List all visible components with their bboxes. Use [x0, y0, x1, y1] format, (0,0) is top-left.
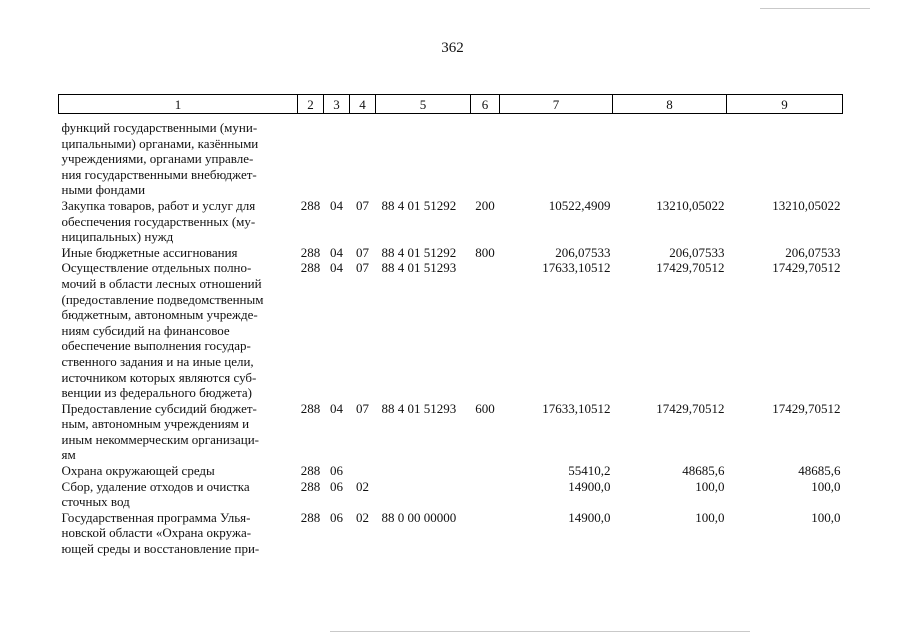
cell-ministry: 288 — [300, 478, 321, 494]
column-header-5: 5 — [376, 95, 471, 114]
cell-item-name — [59, 120, 298, 198]
cell-amount-col7: 10522,4909 — [548, 197, 611, 213]
cell-amount-col7: 14900,0 — [568, 509, 611, 525]
cell-item-name — [59, 510, 298, 557]
cell-amount-col8: 100,0 — [695, 478, 725, 494]
item-name-line: ния государственными внебюджет- — [61, 166, 257, 182]
cell-amount-col9 — [727, 120, 843, 198]
page-number: 362 — [441, 40, 464, 56]
column-header-3: 3 — [324, 95, 350, 114]
item-name-line: Предоставление субсидий бюджет- — [61, 400, 257, 416]
cell-item-name — [59, 479, 298, 510]
item-name-line: функций государственными (муни- — [61, 120, 258, 135]
column-header-2: 2 — [298, 95, 324, 114]
item-name-line: ципальными) органами, казёнными — [61, 135, 259, 151]
cell-amount-col9: 17429,70512 — [772, 260, 841, 276]
cell-expense-type — [471, 260, 500, 400]
cell-amount-col9: 100,0 — [811, 478, 841, 494]
item-name-line: источником которых являются суб- — [61, 369, 257, 385]
table-row — [59, 401, 843, 463]
item-name-line: новской области «Охрана окружа- — [61, 525, 252, 541]
column-header-8: 8 — [613, 95, 727, 114]
cell-item-name — [59, 245, 298, 261]
table-row — [59, 510, 843, 557]
item-name-line: ям — [61, 447, 76, 463]
cell-amount-col9: 48685,6 — [798, 463, 841, 479]
cell-ministry — [298, 120, 324, 198]
cell-amount-col8: 17429,70512 — [656, 260, 725, 276]
cell-expense-type — [471, 463, 500, 479]
item-name-line: ственного задания и на иные цели, — [61, 353, 254, 369]
cell-subsection: 02 — [356, 509, 369, 525]
cell-target-article — [376, 120, 471, 198]
cell-subsection — [350, 463, 376, 479]
item-name-line: ющей среды и восстановление при- — [61, 541, 260, 557]
item-name-line: мочий в области лесных отношений — [61, 275, 262, 291]
item-name-line: венции из федерального бюджета) — [61, 385, 252, 401]
cell-amount-col7: 55410,2 — [568, 463, 611, 479]
item-name-line: Сбор, удаление отходов и очистка — [61, 478, 250, 494]
cell-section: 04 — [330, 260, 343, 276]
item-name-line: обеспечение выполнения государ- — [61, 338, 251, 354]
cell-section: 04 — [330, 400, 343, 416]
cell-expense-type — [471, 479, 500, 510]
table-row — [59, 260, 843, 400]
item-name-line: учреждениями, органами управле- — [61, 151, 254, 167]
table-body — [59, 114, 843, 557]
column-header-6: 6 — [471, 95, 500, 114]
cell-section — [324, 120, 350, 198]
cell-amount-col8: 206,07533 — [669, 244, 725, 260]
column-header-1: 1 — [59, 95, 298, 114]
item-name-line: Охрана окружающей среды — [61, 463, 215, 479]
cell-amount-col9: 100,0 — [811, 509, 841, 525]
column-header-7: 7 — [500, 95, 613, 114]
cell-ministry: 288 — [300, 244, 321, 260]
table-row — [59, 245, 843, 261]
cell-amount-col7: 17633,10512 — [542, 260, 611, 276]
cell-target-article — [376, 479, 471, 510]
cell-amount-col8: 100,0 — [695, 509, 725, 525]
cell-amount-col7: 14900,0 — [568, 478, 611, 494]
cell-section: 06 — [330, 463, 343, 479]
item-name-line: Осуществление отдельных полно- — [61, 260, 252, 276]
item-name-line: сточных вод — [61, 494, 130, 510]
cell-expense-type: 600 — [475, 400, 495, 416]
cell-expense-type: 800 — [475, 244, 495, 260]
cell-item-name — [59, 463, 298, 479]
cell-subsection — [350, 120, 376, 198]
cell-item-name — [59, 198, 298, 245]
cell-amount-col7: 17633,10512 — [542, 400, 611, 416]
cell-target-article: 88 4 01 51293 — [381, 260, 457, 276]
cell-amount-col9: 17429,70512 — [772, 400, 841, 416]
cell-amount-col9: 206,07533 — [785, 244, 841, 260]
cell-amount-col7 — [500, 120, 613, 198]
cell-amount-col8: 17429,70512 — [656, 400, 725, 416]
table-row — [59, 479, 843, 510]
cell-amount-col8: 13210,05022 — [656, 197, 725, 213]
cell-ministry: 288 — [300, 463, 321, 479]
table-row — [59, 120, 843, 198]
cell-subsection: 07 — [356, 197, 369, 213]
item-name-line: Закупка товаров, работ и услуг для — [61, 197, 256, 213]
table-header — [59, 95, 843, 114]
column-header-4: 4 — [350, 95, 376, 114]
cell-section: 06 — [330, 509, 343, 525]
budget-table — [58, 94, 843, 557]
cell-subsection: 07 — [356, 400, 369, 416]
cell-target-article: 88 4 01 51292 — [381, 244, 457, 260]
item-name-line: ными фондами — [61, 182, 146, 198]
cell-ministry: 288 — [300, 197, 321, 213]
item-name-line: ниципальных) нужд — [61, 229, 174, 245]
cell-item-name — [59, 260, 298, 400]
cell-target-article — [376, 463, 471, 479]
cell-section: 06 — [330, 478, 343, 494]
cell-expense-type: 200 — [475, 197, 495, 213]
item-name-line: (предоставление подведомственным — [61, 291, 264, 307]
cell-target-article: 88 4 01 51293 — [381, 400, 457, 416]
cell-expense-type — [471, 120, 500, 198]
cell-target-article: 88 0 00 00000 — [381, 509, 457, 525]
cell-item-name — [59, 401, 298, 463]
scan-artifact — [330, 631, 750, 632]
cell-section: 04 — [330, 197, 343, 213]
cell-amount-col7: 206,07533 — [555, 244, 611, 260]
cell-subsection: 07 — [356, 260, 369, 276]
cell-ministry: 288 — [300, 260, 321, 276]
item-name-line: ниям субсидий на финансовое — [61, 322, 230, 338]
item-name-line: Государственная программа Улья- — [61, 509, 251, 525]
table-row — [59, 463, 843, 479]
item-name-line: Иные бюджетные ассигнования — [61, 244, 238, 260]
cell-ministry: 288 — [300, 400, 321, 416]
cell-subsection: 02 — [356, 478, 369, 494]
cell-ministry: 288 — [300, 509, 321, 525]
cell-amount-col8 — [613, 120, 727, 198]
item-name-line: бюджетным, автономным учрежде- — [61, 307, 258, 323]
table-row — [59, 198, 843, 245]
cell-subsection: 07 — [356, 244, 369, 260]
cell-amount-col8: 48685,6 — [682, 463, 725, 479]
cell-section: 04 — [330, 244, 343, 260]
cell-expense-type — [471, 510, 500, 557]
cell-target-article: 88 4 01 51292 — [381, 197, 457, 213]
column-header-9: 9 — [727, 95, 843, 114]
item-name-line: иным некоммерческим организаци- — [61, 431, 259, 447]
scan-artifact — [760, 8, 870, 9]
item-name-line: обеспечения государственных (му- — [61, 213, 256, 229]
item-name-line: ным, автономным учреждениям и — [61, 416, 250, 432]
cell-amount-col9: 13210,05022 — [772, 197, 841, 213]
